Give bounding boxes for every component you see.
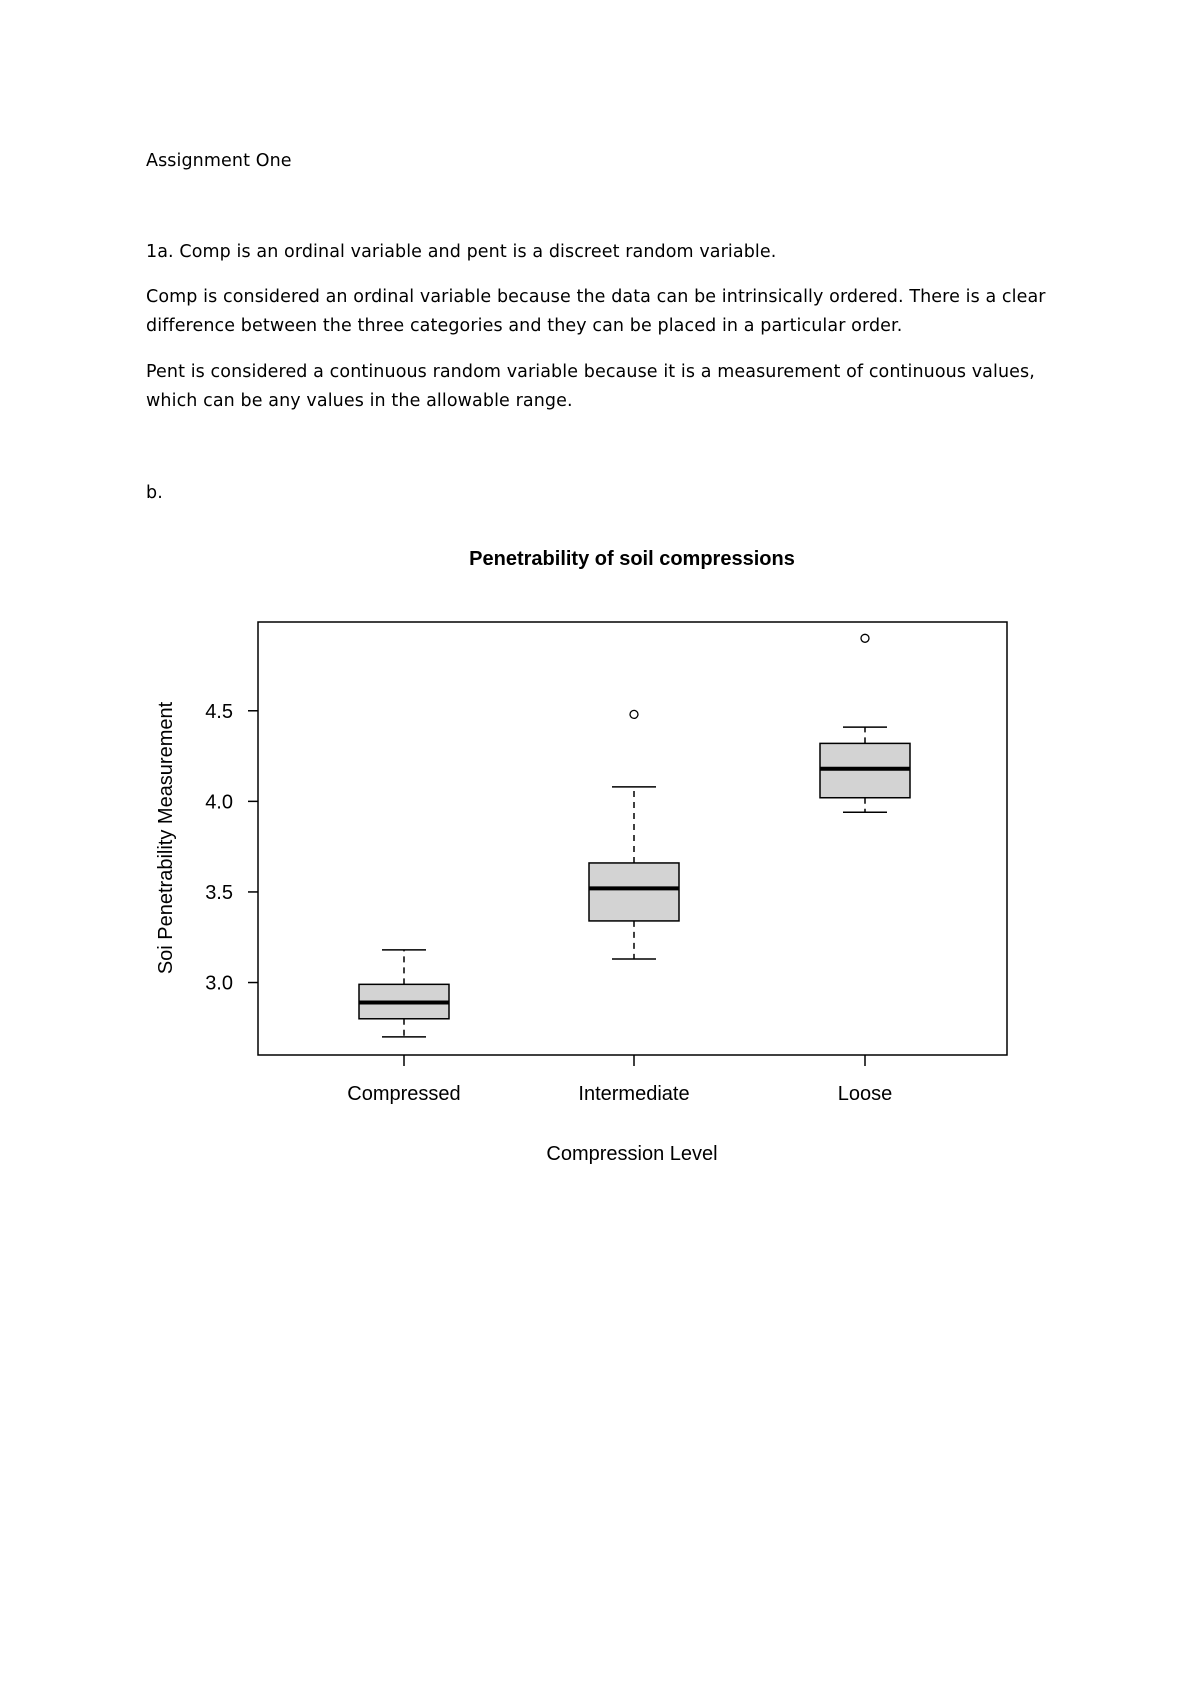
y-axis-label: Soi Penetrability Measurement — [155, 701, 177, 975]
x-axis-label: Compression Level — [546, 1143, 718, 1165]
x-tick-label: Intermediate — [578, 1083, 690, 1105]
boxplot-figure — [0, 520, 1200, 1180]
y-axis — [205, 701, 258, 995]
boxplot-chart — [0, 520, 1200, 1180]
y-tick-label: 4.5 — [205, 700, 233, 723]
part-b-label: b. — [146, 483, 163, 503]
x-axis — [347, 1055, 892, 1105]
paragraph-comp: Comp is considered an ordinal variable because the data can be intrinsically ordered. There is a clear difference between the three categories and they can be placed in a particular order. — [146, 287, 1046, 336]
question-1a: 1a. Comp is an ordinal variable and pent is a discreet random variable. — [146, 242, 777, 262]
boxplot-series — [359, 634, 910, 1037]
y-tick-label: 4.0 — [205, 791, 233, 814]
y-tick-label: 3.5 — [205, 881, 233, 904]
outlier-point — [630, 710, 638, 718]
x-tick-label: Compressed — [347, 1083, 461, 1105]
paragraph-pent: Pent is considered a continuous random variable because it is a measurement of continuous values, which can be any values in the allowable range. — [146, 362, 1035, 411]
outlier-point — [861, 634, 869, 642]
document-heading: Assignment One — [146, 151, 292, 171]
x-tick-label: Loose — [837, 1083, 893, 1105]
box-iqr — [589, 863, 679, 921]
chart-title: Penetrability of soil compressions — [469, 548, 795, 570]
y-tick-label: 3.0 — [205, 972, 233, 995]
